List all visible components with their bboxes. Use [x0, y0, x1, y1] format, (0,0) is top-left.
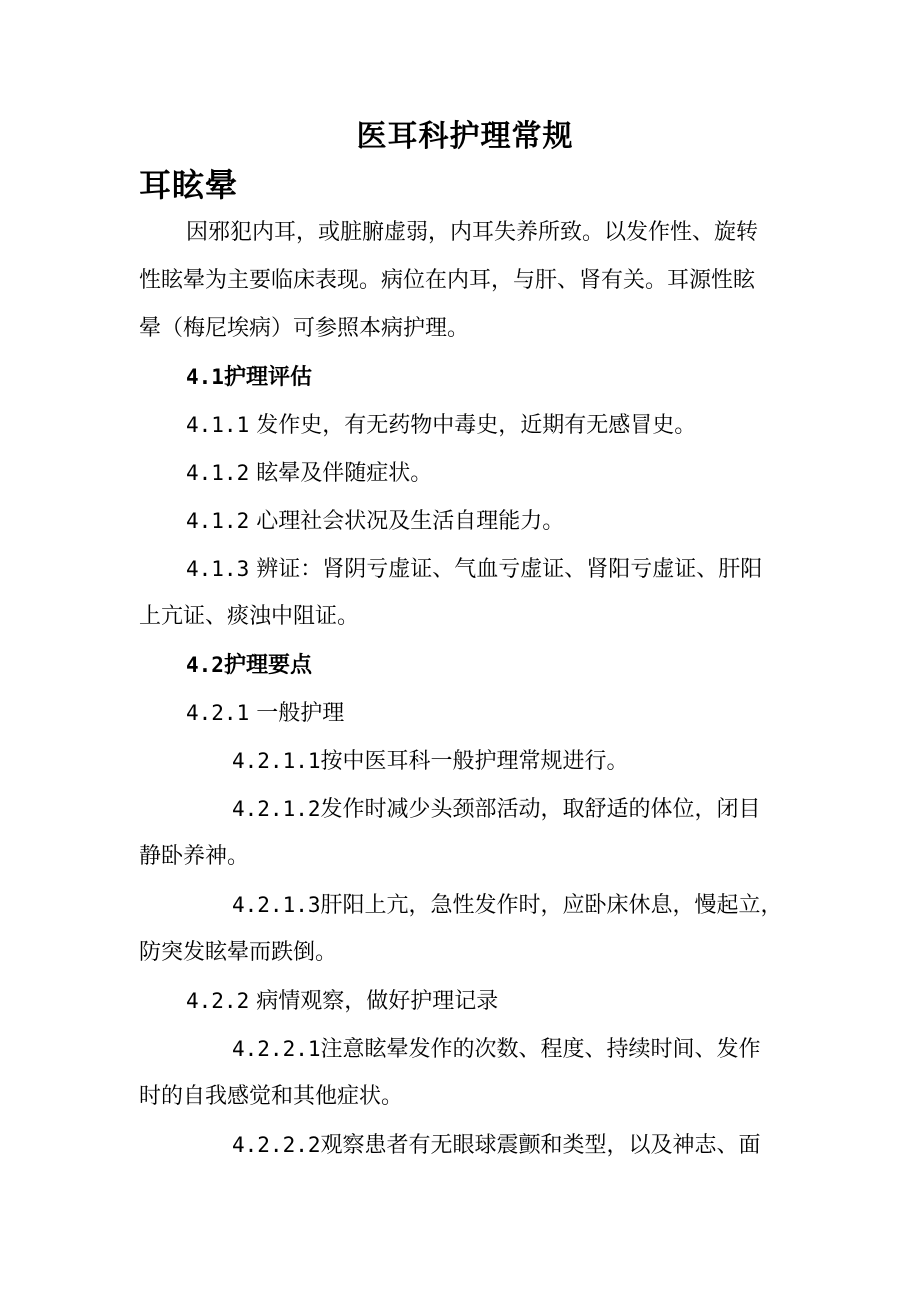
intro-paragraph-line-3: 晕（梅尼埃病）可参照本病护理。: [139, 316, 470, 341]
item-text: 心理社会状况及生活自理能力。: [249, 509, 565, 534]
item-text: 眩晕及伴随症状。: [249, 461, 433, 486]
item-4-1-2-a: [186, 455, 432, 492]
intro-paragraph-line-2: 性眩晕为主要临床表现。病位在内耳，与肝、肾有关。耳源性眩: [139, 268, 756, 293]
heading-number: 4.2: [186, 653, 224, 677]
item-4-1-3: [186, 551, 762, 588]
heading-text: 护理要点: [223, 652, 312, 678]
heading-text: 护理评估: [223, 364, 312, 390]
item-number: 4.1.1: [186, 413, 250, 437]
item-4-1-2-b: [186, 503, 564, 540]
item-number: 4.2.2: [186, 989, 250, 1013]
item-text: 一般护理: [249, 701, 345, 726]
item-text: 发作史，有无药物中毒史，近期有无感冒史。: [249, 413, 697, 438]
item-4-1-3-continuation: 上亢证、痰浊中阻证。: [139, 604, 360, 629]
item-4-2-1-2: [232, 791, 761, 828]
item-number: 4.2.2.1: [232, 1037, 321, 1061]
item-4-2-2-2: [232, 1127, 761, 1164]
item-text: 肝阳上亢，急性发作时，应卧床休息，慢起立，: [320, 893, 783, 918]
item-number: 4.2.1: [186, 701, 250, 725]
item-text: 注意眩晕发作的次数、程度、持续时间、发作: [320, 1037, 761, 1062]
item-text: 辨证：肾阴亏虚证、气血亏虚证、肾阳亏虚证、肝阳: [249, 557, 763, 582]
item-4-2-1: [186, 695, 344, 732]
item-4-2-2: [186, 983, 498, 1020]
item-number: 4.1.2: [186, 461, 250, 485]
item-number: 4.1.2: [186, 509, 250, 533]
item-4-2-2-1-continuation: 时的自我感觉和其他症状。: [139, 1084, 404, 1109]
heading-number: 4.1: [186, 365, 224, 389]
section-title: 耳眩晕: [139, 166, 239, 204]
item-number: 4.2.1.2: [232, 797, 321, 821]
item-number: 4.1.3: [186, 557, 250, 581]
item-4-1-1: [186, 407, 696, 444]
heading-4-2: [186, 647, 312, 683]
item-4-2-1-3: [232, 887, 783, 924]
item-text: 病情观察，做好护理记录: [249, 989, 499, 1014]
item-text: 发作时减少头颈部活动，取舒适的体位，闭目: [320, 797, 761, 822]
item-4-2-1-3-continuation: 防突发眩晕而跌倒。: [139, 940, 338, 965]
heading-4-1: [186, 359, 312, 395]
item-text: 观察患者有无眼球震颤和类型，以及神志、面: [320, 1133, 761, 1158]
intro-paragraph-line-1: 因邪犯内耳，或脏腑虚弱，内耳失养所致。以发作性、旋转: [186, 220, 759, 245]
document-title: 医耳科护理常规: [356, 119, 574, 154]
item-4-2-2-1: [232, 1031, 761, 1068]
item-number: 4.2.1.1: [232, 749, 321, 773]
item-number: 4.2.2.2: [232, 1133, 321, 1157]
item-text: 按中医耳科一般护理常规进行。: [320, 749, 629, 774]
item-4-2-1-1: [232, 743, 629, 780]
item-4-2-1-2-continuation: 静卧养神。: [139, 844, 250, 869]
item-number: 4.2.1.3: [232, 893, 321, 917]
